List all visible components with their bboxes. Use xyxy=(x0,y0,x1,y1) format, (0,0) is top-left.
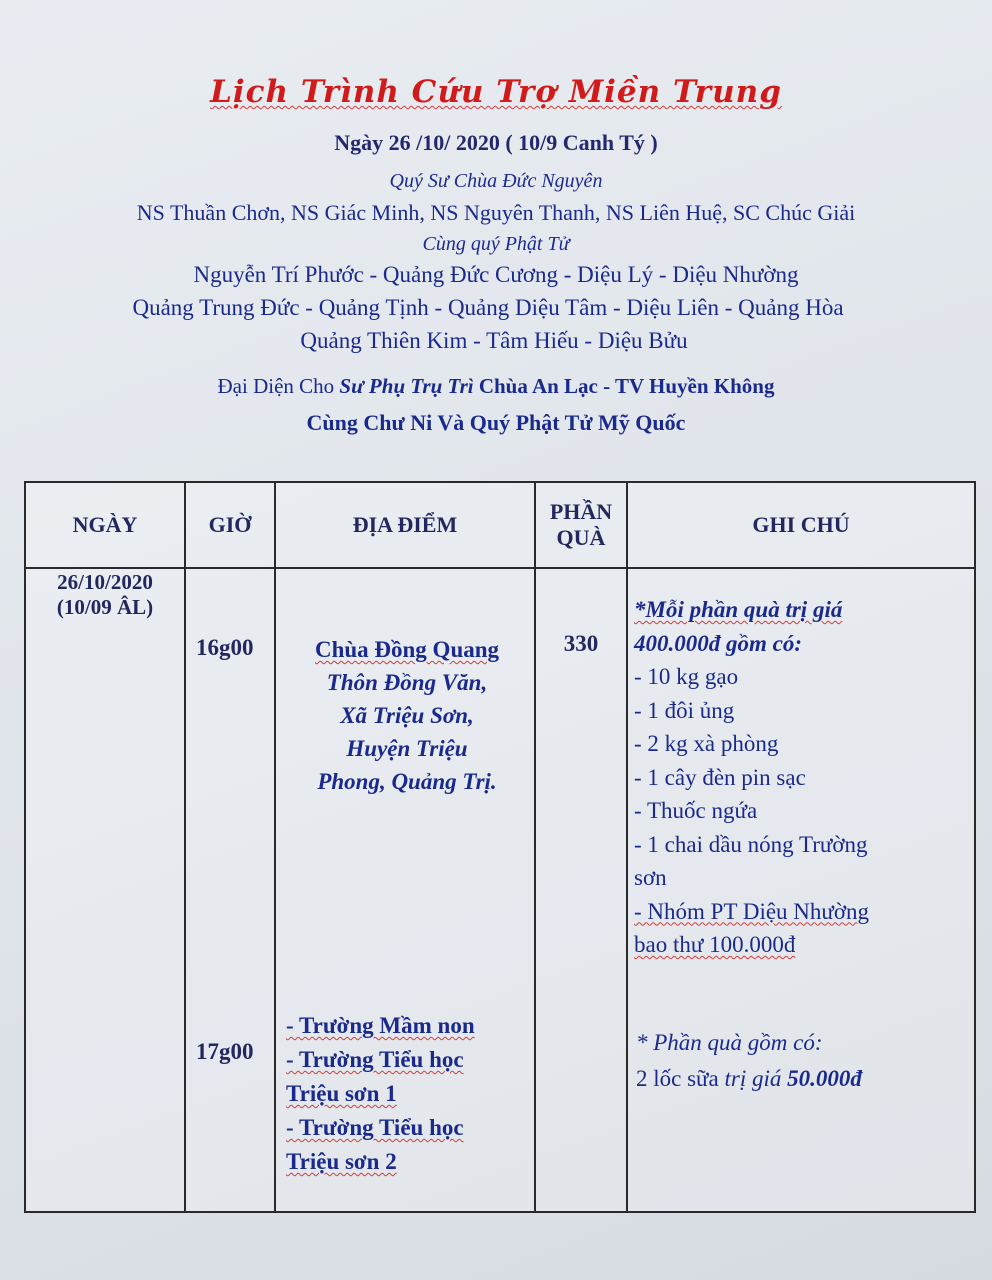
note-1-item: - 1 chai dầu nóng Trường xyxy=(634,831,868,857)
location-2-line1: - Trường Mầm non xyxy=(286,1013,475,1038)
note-1-item: - 10 kg gạo xyxy=(634,664,739,689)
date-value: 26/10/2020 xyxy=(57,570,153,594)
time-2: 17g00 xyxy=(196,1039,254,1064)
note-1-item: - 2 kg xà phòng xyxy=(634,731,779,756)
rep-suffix: Chùa An Lạc - TV Huyền Không xyxy=(478,374,775,398)
note-2-value: 50.000đ xyxy=(787,1066,862,1091)
gifts-cell xyxy=(535,568,627,1212)
representative-line xyxy=(10,374,982,399)
header-location: ĐỊA ĐIỂM xyxy=(275,482,535,568)
table-header-row xyxy=(25,482,975,568)
host-line: Quý Sư Chùa Đức Nguyên xyxy=(389,170,603,192)
note-1-item: - Nhóm PT Diệu Nhường xyxy=(634,898,870,924)
note-2-line2 xyxy=(636,1061,862,1097)
location-1-line1: Chùa Đồng Quang xyxy=(314,637,500,662)
header-notes: GHI CHÚ xyxy=(627,482,975,568)
table-row xyxy=(25,568,975,1212)
location-1-line5: Phong, Quảng Trị. xyxy=(317,769,497,794)
date-cell xyxy=(25,568,185,1212)
monks-line: NS Thuần Chơn, NS Giác Minh, NS Nguyên Thanh, NS Liên Huệ, SC Chúc Giải xyxy=(136,200,856,225)
header-time: GIỜ xyxy=(185,482,275,568)
note-2 xyxy=(636,1025,862,1097)
gifts-value: 330 xyxy=(563,631,599,656)
location-1-line2: Thôn Đồng Văn, xyxy=(326,670,488,695)
together-line: Cùng Chư Ni Và Quý Phật Tử Mỹ Quốc xyxy=(306,410,686,435)
time-cell xyxy=(185,568,275,1212)
note-2-mid: trị giá xyxy=(724,1066,782,1091)
location-1-line4: Huyện Triệu xyxy=(346,736,468,761)
with-line: Cùng quý Phật Tử xyxy=(422,233,570,255)
header-gifts xyxy=(535,482,627,568)
note-1 xyxy=(634,593,954,962)
note-2-prefix: 2 lốc sữa xyxy=(636,1066,719,1091)
rep-prefix: Đại Diện Cho xyxy=(217,374,335,398)
location-2-line5: Triệu sơn 2 xyxy=(286,1149,397,1174)
document-page xyxy=(10,0,982,1280)
names-line-3: Quảng Thiên Kim - Tâm Hiếu - Diệu Bửu xyxy=(300,328,688,353)
note-1-header-line2: 400.000đ gồm có: xyxy=(634,630,803,656)
note-1-item: sơn xyxy=(634,865,667,890)
header-gifts-line1: PHẦN xyxy=(549,499,613,524)
lunar-date-value: (10/09 ÂL) xyxy=(56,595,154,619)
header-gifts-line2: QUÀ xyxy=(556,525,606,550)
location-1 xyxy=(284,633,530,798)
header-date: NGÀY xyxy=(25,482,185,568)
note-1-item: bao thư 100.000đ xyxy=(634,932,796,957)
location-2-line3: Triệu sơn 1 xyxy=(286,1081,397,1106)
notes-cell xyxy=(627,568,975,1212)
note-2-line1: * Phần quà gồm có: xyxy=(636,1030,823,1055)
location-1-line3: Xã Triệu Sơn, xyxy=(340,703,474,728)
note-1-item: - 1 cây đèn pin sạc xyxy=(634,764,806,790)
location-2-line2: - Trường Tiểu học xyxy=(286,1047,464,1072)
schedule-table xyxy=(24,481,976,1213)
note-1-header-line1: *Mỗi phần quà trị giá xyxy=(634,597,843,622)
date-line: Ngày 26 /10/ 2020 ( 10/9 Canh Tý ) xyxy=(334,130,658,155)
names-line-2: Quảng Trung Đức - Quảng Tịnh - Quảng Diệu Tâm - Diệu Liên - Quảng Hòa xyxy=(132,295,844,320)
page-title: Lịch Trình Cứu Trợ Miền Trung xyxy=(210,74,782,110)
location-2 xyxy=(286,1009,475,1179)
note-1-item: - 1 đôi ủng xyxy=(634,697,735,723)
rep-role: Sư Phụ Trụ Trì xyxy=(339,374,474,398)
location-2-line4: - Trường Tiểu học xyxy=(286,1115,464,1140)
names-line-1: Nguyễn Trí Phước - Quảng Đức Cương - Diệu Lý - Diệu Nhường xyxy=(193,262,799,287)
time-1: 16g00 xyxy=(196,635,254,660)
location-cell xyxy=(275,568,535,1212)
note-1-item: - Thuốc ngứa xyxy=(634,798,758,823)
